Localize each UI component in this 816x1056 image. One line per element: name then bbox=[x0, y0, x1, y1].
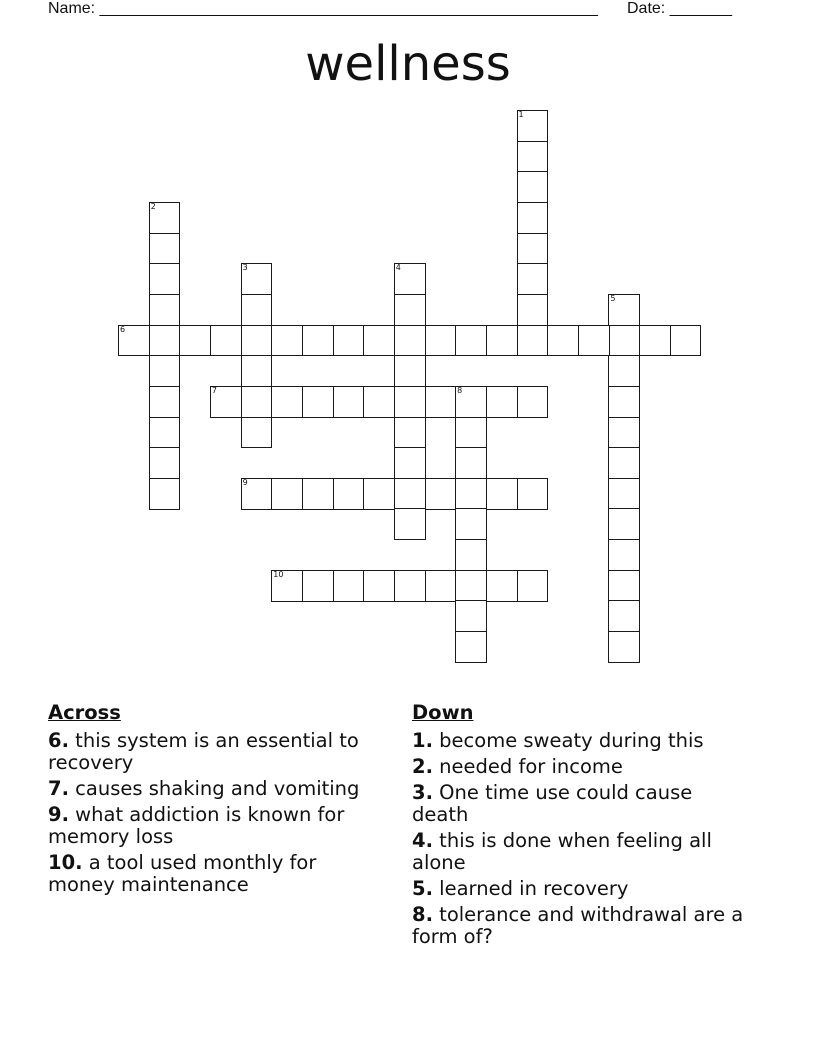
across-clues bbox=[48, 702, 388, 900]
crossword-cell[interactable] bbox=[302, 570, 334, 602]
clue-across-10 bbox=[48, 852, 388, 896]
cell-number: 5 bbox=[610, 293, 616, 303]
crossword-cell[interactable] bbox=[394, 263, 426, 295]
crossword-cell[interactable] bbox=[455, 417, 487, 449]
crossword-cell[interactable] bbox=[302, 478, 334, 510]
crossword-cell[interactable] bbox=[517, 386, 549, 418]
crossword-cell[interactable] bbox=[578, 325, 610, 357]
date-field-label: Date: _______ bbox=[627, 0, 732, 17]
crossword-cell[interactable] bbox=[455, 600, 487, 632]
crossword-cell[interactable] bbox=[149, 478, 181, 510]
crossword-cell[interactable] bbox=[486, 478, 518, 510]
crossword-cell[interactable] bbox=[363, 386, 395, 418]
clue-number: 4. bbox=[412, 829, 433, 852]
cell-number: 1 bbox=[518, 110, 524, 119]
crossword-cell[interactable] bbox=[517, 141, 549, 173]
crossword-cell[interactable] bbox=[608, 447, 640, 479]
crossword-cell[interactable] bbox=[333, 325, 365, 357]
crossword-cell[interactable] bbox=[455, 508, 487, 540]
crossword-cell[interactable] bbox=[455, 386, 487, 418]
crossword-cell[interactable] bbox=[670, 325, 702, 357]
crossword-cell[interactable] bbox=[149, 355, 181, 387]
clue-text: what addiction is known for memory loss bbox=[48, 803, 345, 848]
clue-number: 2. bbox=[412, 755, 433, 778]
cell-number: 8 bbox=[457, 385, 463, 395]
clue-down-5 bbox=[412, 878, 752, 900]
crossword-cell[interactable] bbox=[517, 171, 549, 203]
clue-number: 6. bbox=[48, 729, 69, 752]
clue-across-6 bbox=[48, 730, 388, 774]
across-heading: Across bbox=[48, 701, 121, 724]
clue-text: One time use could cause death bbox=[412, 781, 693, 826]
crossword-cell[interactable] bbox=[149, 202, 181, 234]
crossword-cell[interactable] bbox=[333, 386, 365, 418]
clue-down-4 bbox=[412, 830, 752, 874]
crossword-cell[interactable] bbox=[149, 263, 181, 295]
clue-number: 1. bbox=[412, 729, 433, 752]
crossword-cell[interactable] bbox=[210, 325, 242, 357]
cell-number: 4 bbox=[395, 263, 401, 273]
crossword-cell[interactable] bbox=[517, 110, 549, 142]
clue-down-2 bbox=[412, 756, 752, 778]
crossword-cell[interactable] bbox=[149, 447, 181, 479]
clue-number: 8. bbox=[412, 903, 433, 926]
crossword-cell[interactable] bbox=[425, 325, 457, 357]
crossword-cell[interactable] bbox=[302, 325, 334, 357]
crossword-cell[interactable] bbox=[149, 325, 181, 357]
crossword-cell[interactable] bbox=[486, 570, 518, 602]
crossword-cell[interactable] bbox=[394, 570, 426, 602]
clue-text: this is done when feeling all alone bbox=[412, 829, 712, 874]
crossword-cell[interactable] bbox=[455, 447, 487, 479]
clue-text: tolerance and withdrawal are a form of? bbox=[412, 903, 744, 948]
crossword-cell[interactable] bbox=[394, 325, 426, 357]
crossword-cell[interactable] bbox=[179, 325, 211, 357]
crossword-cell[interactable] bbox=[517, 478, 549, 510]
clue-number: 9. bbox=[48, 803, 69, 826]
crossword-cell[interactable] bbox=[241, 417, 273, 449]
crossword-cell[interactable] bbox=[608, 508, 640, 540]
crossword-cell[interactable] bbox=[547, 325, 579, 357]
crossword-cell[interactable] bbox=[608, 294, 640, 326]
crossword-cell[interactable] bbox=[608, 325, 640, 357]
crossword-cell[interactable] bbox=[517, 325, 549, 357]
clue-number: 7. bbox=[48, 777, 69, 800]
cell-number: 7 bbox=[211, 385, 217, 395]
crossword-cell[interactable] bbox=[455, 570, 487, 602]
crossword-cell[interactable] bbox=[486, 386, 518, 418]
crossword-cell[interactable] bbox=[271, 570, 303, 602]
crossword-cell[interactable] bbox=[271, 325, 303, 357]
crossword-cell[interactable] bbox=[517, 202, 549, 234]
crossword-cell[interactable] bbox=[271, 386, 303, 418]
crossword-cell[interactable] bbox=[455, 631, 487, 663]
crossword-cell[interactable] bbox=[363, 478, 395, 510]
crossword-cell[interactable] bbox=[210, 386, 242, 418]
crossword-cell[interactable] bbox=[517, 263, 549, 295]
clue-text: a tool used monthly for money maintenance bbox=[48, 851, 317, 896]
cell-number: 9 bbox=[242, 477, 248, 487]
crossword-cell[interactable] bbox=[517, 233, 549, 265]
crossword-cell[interactable] bbox=[333, 570, 365, 602]
crossword-cell[interactable] bbox=[608, 631, 640, 663]
crossword-cell[interactable] bbox=[394, 508, 426, 540]
crossword-cell[interactable] bbox=[608, 386, 640, 418]
clue-down-8 bbox=[412, 904, 752, 948]
crossword-cell[interactable] bbox=[149, 294, 181, 326]
crossword-cell[interactable] bbox=[118, 325, 150, 357]
crossword-cell[interactable] bbox=[394, 386, 426, 418]
clue-text: become sweaty during this bbox=[432, 729, 704, 752]
crossword-cell[interactable] bbox=[271, 478, 303, 510]
cell-number: 3 bbox=[242, 263, 248, 273]
name-field-label: Name: ________________________________________________________ bbox=[48, 0, 598, 17]
crossword-cell[interactable] bbox=[394, 417, 426, 449]
cell-number: 10 bbox=[273, 569, 284, 579]
cell-number: 6 bbox=[120, 324, 126, 334]
crossword-cell[interactable] bbox=[486, 325, 518, 357]
clue-down-3 bbox=[412, 782, 752, 826]
clue-number: 5. bbox=[412, 877, 433, 900]
crossword-cell[interactable] bbox=[241, 294, 273, 326]
crossword-cell[interactable] bbox=[425, 570, 457, 602]
crossword-cell[interactable] bbox=[363, 570, 395, 602]
crossword-cell[interactable] bbox=[302, 386, 334, 418]
down-heading: Down bbox=[412, 701, 474, 724]
crossword-cell[interactable] bbox=[149, 417, 181, 449]
crossword-cell[interactable] bbox=[608, 539, 640, 571]
crossword-cell[interactable] bbox=[394, 447, 426, 479]
clue-across-9 bbox=[48, 804, 388, 848]
crossword-cell[interactable] bbox=[363, 325, 395, 357]
crossword-cell[interactable] bbox=[149, 386, 181, 418]
crossword-cell[interactable] bbox=[241, 386, 273, 418]
crossword-cell[interactable] bbox=[455, 539, 487, 571]
crossword-cell[interactable] bbox=[394, 478, 426, 510]
crossword-cell[interactable] bbox=[394, 355, 426, 387]
crossword-cell[interactable] bbox=[425, 386, 457, 418]
crossword-cell[interactable] bbox=[425, 478, 457, 510]
crossword-cell[interactable] bbox=[241, 355, 273, 387]
crossword-cell[interactable] bbox=[333, 478, 365, 510]
crossword-cell[interactable] bbox=[455, 325, 487, 357]
clue-across-7 bbox=[48, 778, 388, 800]
clue-number: 3. bbox=[412, 781, 433, 804]
crossword-cell[interactable] bbox=[608, 355, 640, 387]
crossword-cell[interactable] bbox=[517, 570, 549, 602]
crossword-cell[interactable] bbox=[608, 570, 640, 602]
crossword-cell[interactable] bbox=[608, 478, 640, 510]
crossword-cell[interactable] bbox=[608, 417, 640, 449]
clue-text: learned in recovery bbox=[432, 877, 629, 900]
down-clues bbox=[412, 702, 752, 952]
clue-text: causes shaking and vomiting bbox=[68, 777, 360, 800]
crossword-cell[interactable] bbox=[394, 294, 426, 326]
crossword-cell[interactable] bbox=[241, 263, 273, 295]
crossword-cell[interactable] bbox=[455, 478, 487, 510]
cell-number: 2 bbox=[150, 201, 156, 211]
crossword-cell[interactable] bbox=[639, 325, 671, 357]
puzzle-title: wellness bbox=[305, 36, 511, 92]
clue-text: needed for income bbox=[432, 755, 623, 778]
crossword-cell[interactable] bbox=[241, 478, 273, 510]
crossword-cell[interactable] bbox=[608, 600, 640, 632]
clue-text: this system is an essential to recovery bbox=[48, 729, 359, 774]
crossword-cell[interactable] bbox=[149, 233, 181, 265]
clue-number: 10. bbox=[48, 851, 83, 874]
crossword-cell[interactable] bbox=[517, 294, 549, 326]
clue-down-1 bbox=[412, 730, 752, 752]
crossword-cell[interactable] bbox=[241, 325, 273, 357]
